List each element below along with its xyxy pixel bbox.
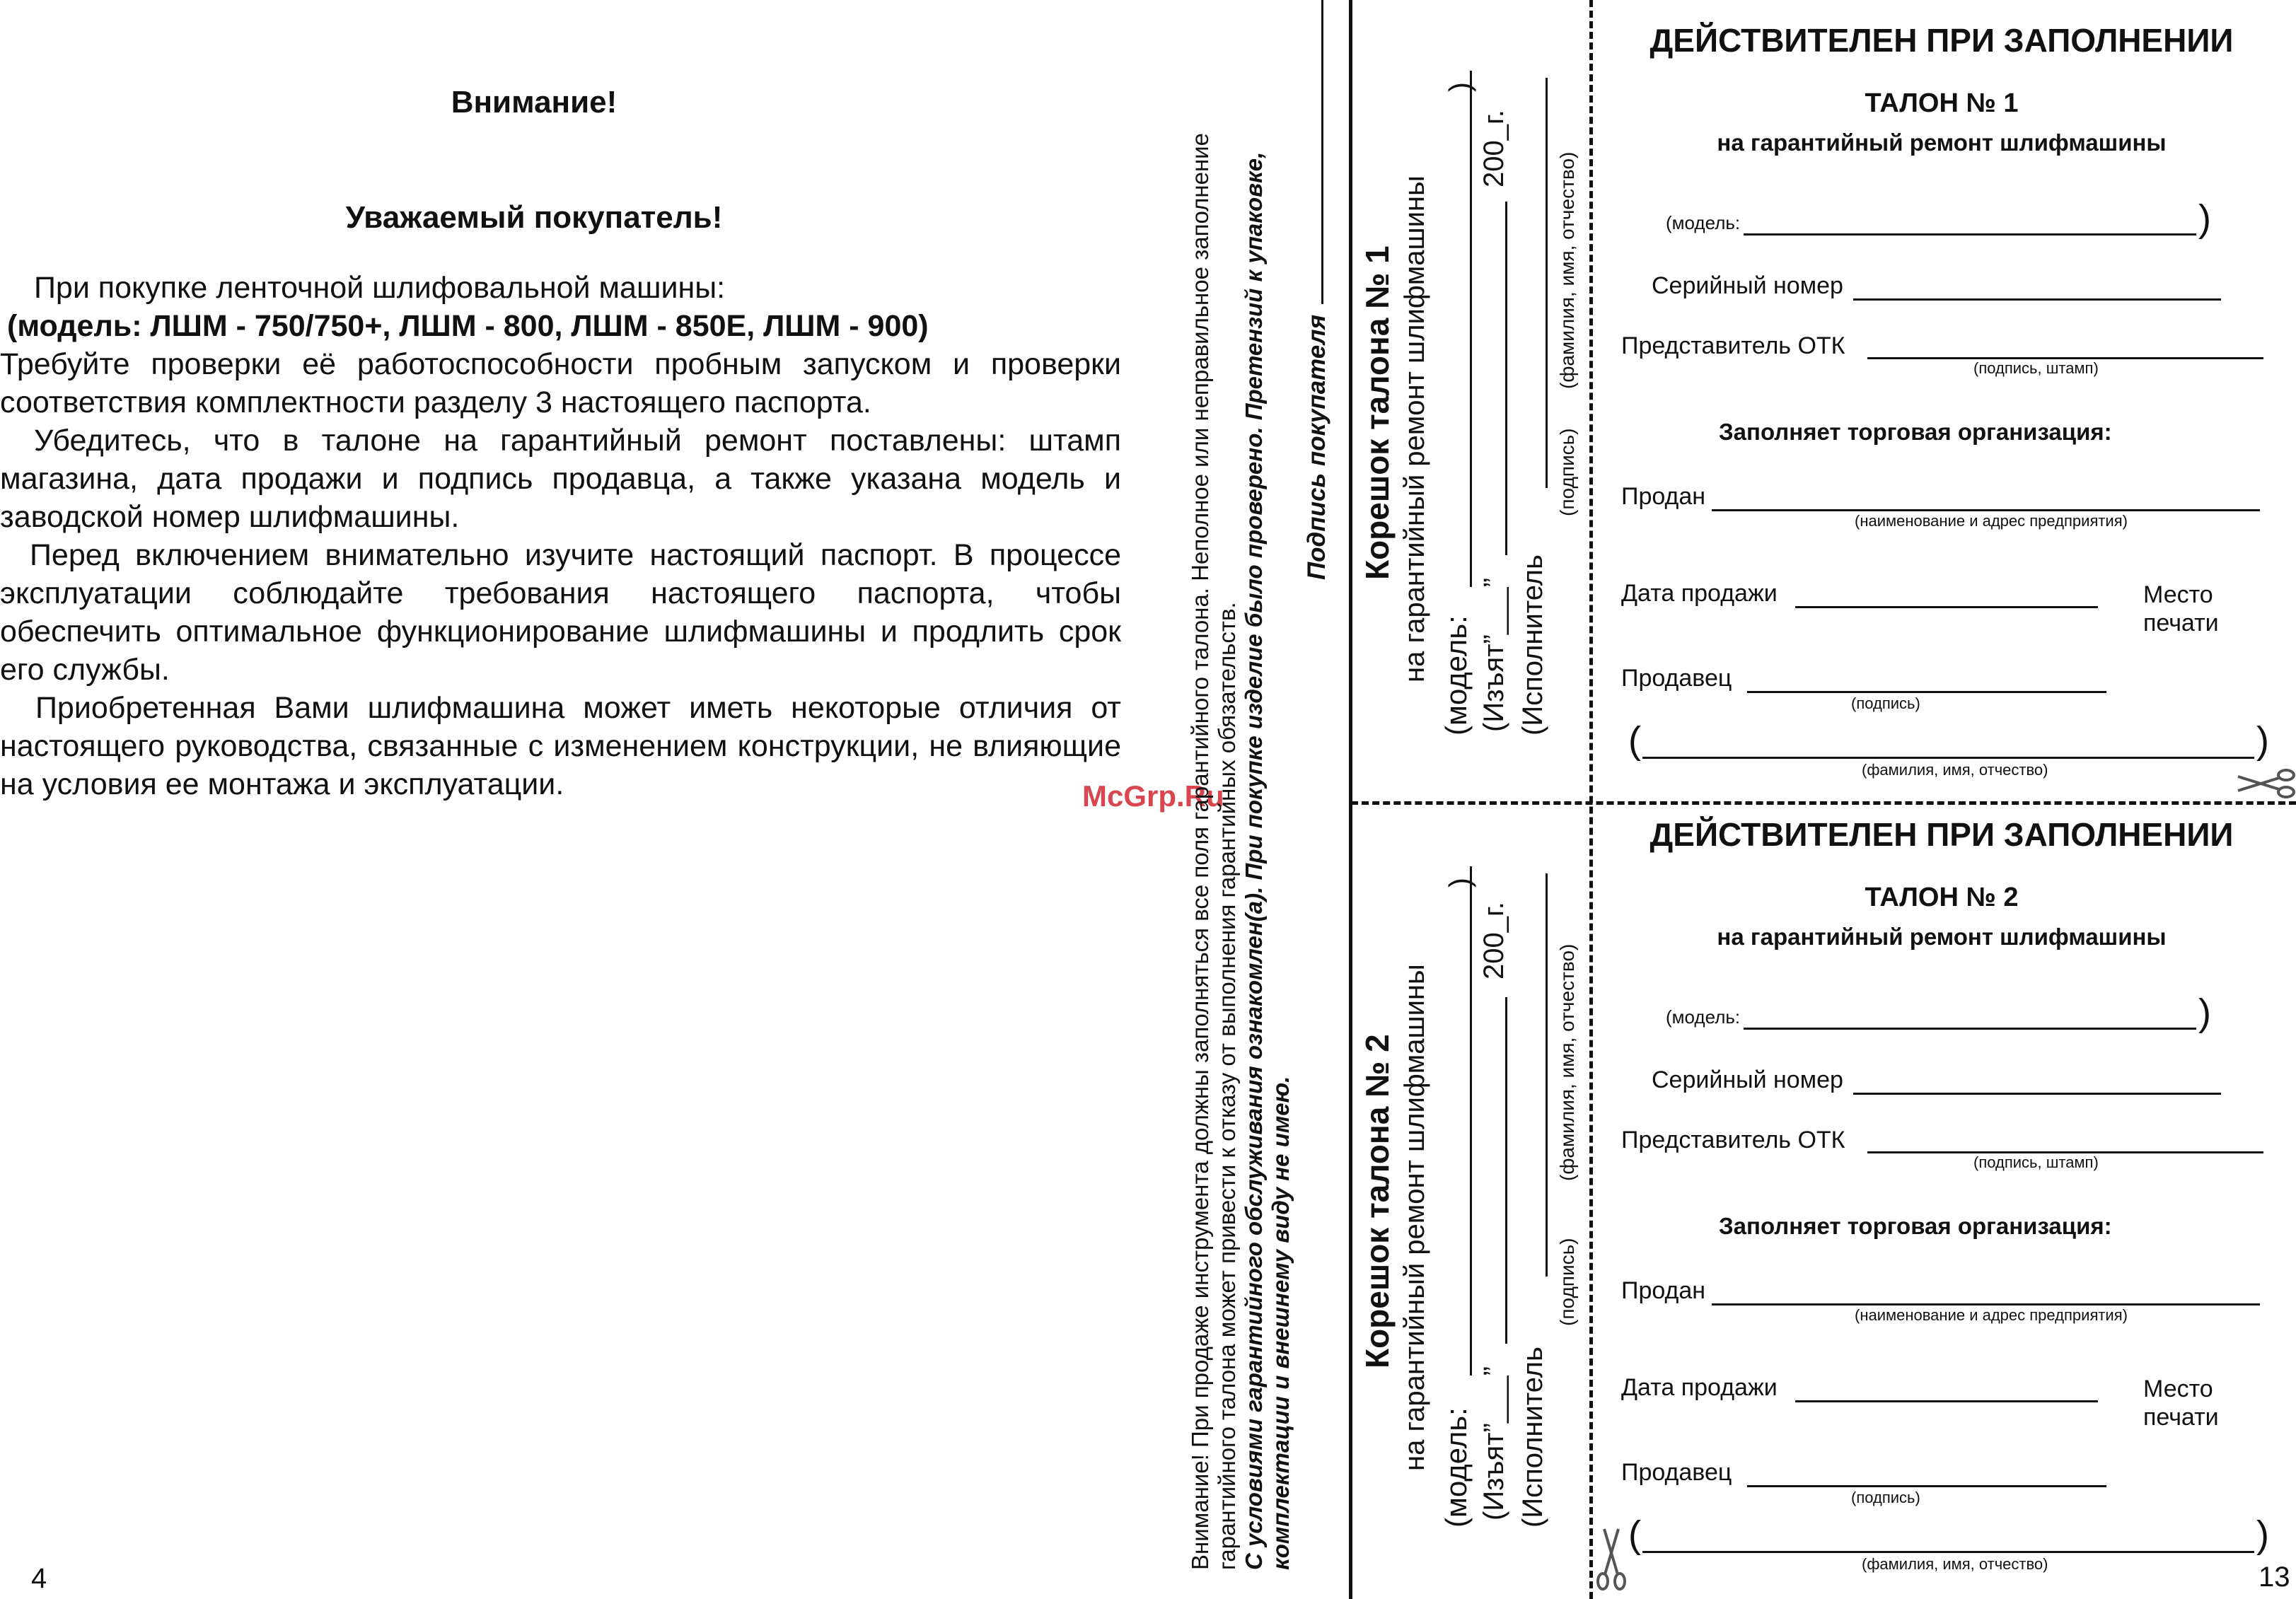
stub-executor-line (1546, 78, 1548, 488)
notice-block (1187, 133, 1294, 1570)
warranty-coupon-2 (1599, 794, 2278, 1579)
sale-date-label: Дата продажи (1621, 1374, 1778, 1401)
buyer-signature-label: Подпись покупателя (1303, 314, 1330, 580)
serial-field[interactable] (1853, 1093, 2221, 1095)
scissors-icon (2235, 765, 2296, 802)
paren: ) (2256, 1513, 2269, 1556)
seller-hint: (подпись) (1851, 1489, 1920, 1506)
notice-line: Внимание! При продаже инструмента должны заполняться все поля гарантийного талона. Неполное или неправильное заполнение (1187, 133, 1213, 1570)
paragraph: Приобретенная Вами шлифмашина может иметь некоторые отличия от настоящего руководства, связанные с изменением конструкции, не влияющие на условия ее монтажа и эксплуатации. (0, 691, 1121, 801)
scissors-icon (1593, 1526, 1630, 1591)
stamp-place-label: печати (2143, 610, 2219, 636)
left-page (0, 0, 1132, 1599)
stub-title: Корешок талона № 1 (1359, 245, 1396, 580)
coupon-number: ТАЛОН № 1 (1865, 88, 2019, 118)
paren: ( (1628, 1513, 1641, 1556)
stub-taken-label: (Изъят”___” (1478, 1366, 1509, 1520)
stub-executor-label: (Исполнитель (1517, 554, 1548, 735)
paren: ) (1443, 82, 1476, 92)
sold-field[interactable] (1712, 1303, 2260, 1306)
sold-field[interactable] (1712, 509, 2260, 511)
sold-label: Продан (1621, 483, 1706, 510)
sold-hint: (наименование и адрес предприятия) (1855, 1306, 2128, 1324)
watermark: McGrp.Ru (1082, 779, 1224, 813)
otk-label: Представитель ОТК (1621, 1127, 1845, 1153)
sold-label: Продан (1621, 1277, 1706, 1304)
otk-hint: (подпись, штамп) (1973, 1153, 2099, 1171)
paragraph: Требуйте проверки её работоспособности пробным запуском и проверки соответствия комплектности разделу 3 настоящего паспорта. (0, 347, 1121, 419)
model-list: (модель: ЛШМ - 750/750+, ЛШМ - 800, ЛШМ - 850Е, ЛШМ - 900) (7, 309, 929, 343)
page-divider (1349, 0, 1352, 1599)
cut-line-vertical (1589, 0, 1593, 1599)
seller-hint: (подпись) (1851, 694, 1920, 712)
stub-model-label: (модель: (1439, 1407, 1473, 1528)
serial-field[interactable] (1853, 298, 2221, 301)
warranty-coupon-1 (1599, 0, 2278, 785)
serial-label: Серийный номер (1652, 272, 1843, 299)
fio-hint: (фамилия, имя, отчество) (1862, 1555, 2048, 1573)
paragraph: Убедитесь, что в талоне на гарантийный ремонт поставлены: штамп магазина, дата продажи и подпись продавца, а также указана модель и заводской номер шлифмашины. (0, 424, 1121, 534)
fio-field[interactable] (1642, 1551, 2254, 1553)
stub-sign-hint: (подпись) (1556, 1238, 1578, 1326)
seller-label: Продавец (1621, 1459, 1732, 1486)
coupon-number: ТАЛОН № 2 (1865, 883, 2019, 912)
seller-label: Продавец (1621, 665, 1732, 692)
intro-text (0, 269, 1121, 803)
model-label: (модель: (1666, 212, 1741, 233)
stub-fio-hint: (фамилия, имя, отчество) (1556, 943, 1578, 1181)
coupon-subtitle: на гарантийный ремонт шлифмашины (1717, 924, 2167, 950)
notice-line: С условиями гарантийного обслуживания ознакомлен(а). При покупке изделие было проверено. Претензий к упаковке, (1241, 151, 1267, 1570)
paren: ( (1628, 719, 1641, 762)
stamp-place-label: печати (2143, 1404, 2219, 1431)
stub-model-label: (модель: (1439, 615, 1473, 735)
stub-title: Корешок талона № 2 (1359, 1034, 1396, 1368)
seller-field[interactable] (1747, 1485, 2106, 1487)
model-label: (модель: (1666, 1006, 1741, 1028)
attention-heading: Внимание! (451, 85, 618, 120)
page-number-right: 13 (2259, 1562, 2290, 1593)
stamp-place-label: Место (2143, 581, 2213, 608)
model-field[interactable] (1744, 1028, 2196, 1030)
fio-hint: (фамилия, имя, отчество) (1862, 761, 2048, 779)
model-field[interactable] (1744, 233, 2196, 236)
stub-taken-line (1505, 997, 1507, 1344)
notice-line: гарантийного талона может привести к отказу от выполнения гарантийных обязательств. (1214, 602, 1240, 1570)
stub-model-line (1470, 71, 1472, 587)
otk-hint: (подпись, штамп) (1973, 359, 2099, 377)
paren: ) (1443, 878, 1476, 888)
stub-executor-label: (Исполнитель (1517, 1347, 1548, 1528)
fio-field[interactable] (1642, 757, 2254, 759)
paragraph: При покупке ленточной шлифовальной машины: (34, 271, 726, 305)
trade-org-heading: Заполняет торговая организация: (1719, 1213, 2112, 1239)
sale-date-field[interactable] (1795, 606, 2098, 608)
seller-field[interactable] (1747, 691, 2106, 693)
stub-executor-line (1546, 873, 1548, 1277)
stub-model-line (1470, 866, 1472, 1376)
paren: ) (2256, 719, 2269, 762)
trade-org-heading: Заполняет торговая организация: (1719, 419, 2112, 445)
buyer-signature-line (1321, 0, 1323, 304)
sale-date-field[interactable] (1795, 1400, 2098, 1402)
valid-when-filled: ДЕЙСТВИТЕЛЕН ПРИ ЗАПОЛНЕНИИ (1649, 22, 2234, 59)
stub-sign-hint: (подпись) (1556, 428, 1578, 516)
stub-subtitle: на гарантийный ремонт шлифмашины (1399, 964, 1430, 1471)
paragraph: Перед включением внимательно изучите настоящий паспорт. В процессе эксплуатации соблюдайте требования настоящего паспорта, чтобы обеспечить оптимальное функционирование шлифмашины и продлить срок его службы. (0, 538, 1121, 687)
stub-taken-label: (Изъят”___” (1478, 578, 1509, 732)
stamp-place-label: Место (2143, 1376, 2213, 1402)
stub-taken-line (1505, 202, 1507, 555)
stub-year: 200_г. (1478, 110, 1509, 187)
paren: ) (2198, 197, 2211, 240)
page-number-left: 4 (31, 1563, 47, 1594)
stub-fio-hint: (фамилия, имя, отчество) (1556, 151, 1578, 389)
stub-subtitle: на гарантийный ремонт шлифмашины (1399, 175, 1430, 682)
sale-date-label: Дата продажи (1621, 580, 1778, 607)
sold-hint: (наименование и адрес предприятия) (1855, 512, 2128, 530)
paren: ) (2198, 992, 2211, 1034)
dear-customer-heading: Уважаемый покупатель! (345, 200, 723, 235)
coupon-subtitle: на гарантийный ремонт шлифмашины (1717, 129, 2167, 156)
serial-label: Серийный номер (1652, 1066, 1843, 1093)
valid-when-filled: ДЕЙСТВИТЕЛЕН ПРИ ЗАПОЛНЕНИИ (1649, 816, 2234, 853)
otk-label: Представитель ОТК (1621, 332, 1845, 359)
notice-line: комплектации и внешнему виду не имею. (1268, 1076, 1294, 1570)
stub-year: 200_г. (1478, 902, 1509, 979)
